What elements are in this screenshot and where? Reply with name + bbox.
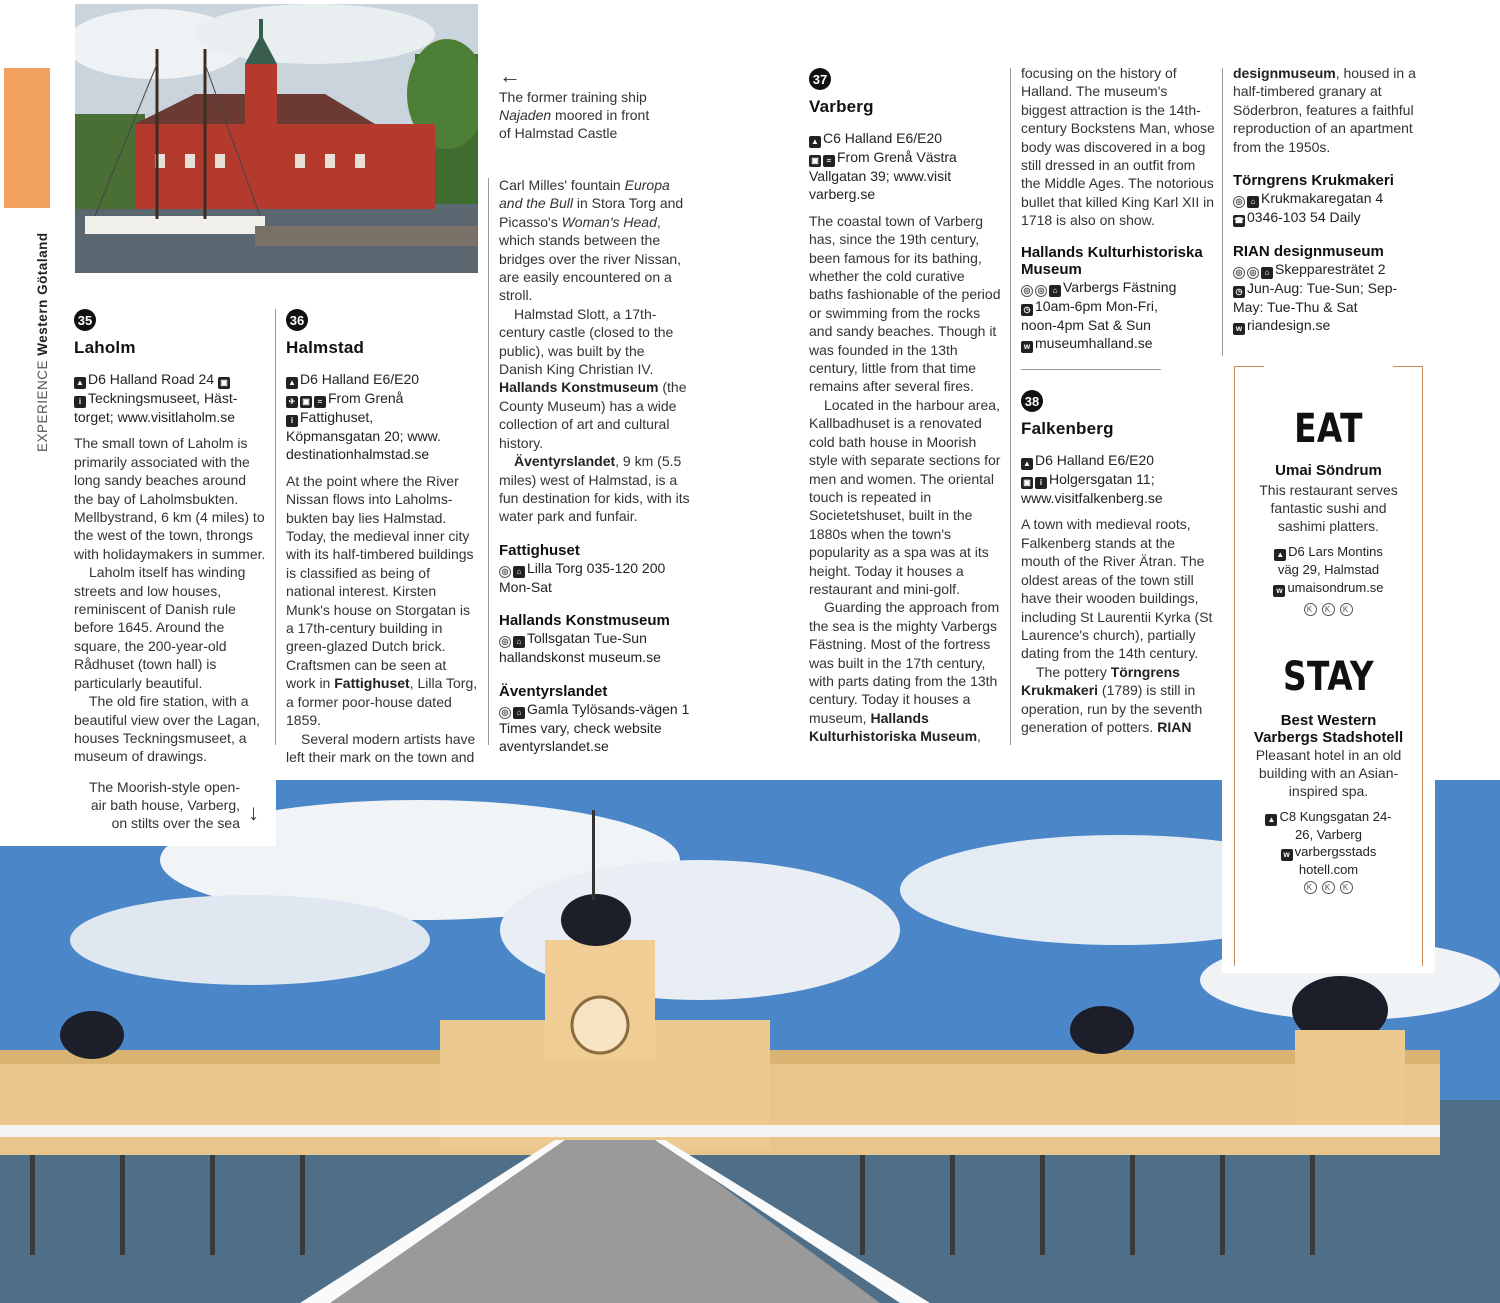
info-text: 10am-6pm Mon-Fri,	[1035, 297, 1158, 314]
entry-title: Falkenberg	[1021, 419, 1114, 439]
info-text: riandesign.se	[1247, 317, 1331, 334]
sub-listing	[499, 612, 691, 666]
clock-icon: ◷	[1021, 304, 1033, 316]
sub-listing-title: Fattighuset	[499, 541, 580, 559]
info-line	[1233, 189, 1433, 208]
top-photo-caption	[499, 64, 699, 142]
info-text: D6 Lars Montins	[1288, 544, 1383, 559]
address-icon: ⌂	[1261, 267, 1273, 279]
entry-number: 37	[809, 68, 831, 90]
text: (1789) is still in operation, run by the seventh generation of potters.	[1021, 682, 1203, 735]
entry-body	[499, 176, 691, 526]
address-icon: ⌂	[513, 566, 525, 578]
info-line: hotell.com	[1298, 862, 1359, 878]
paragraph	[809, 598, 1001, 745]
paragraph	[499, 452, 691, 526]
paragraph	[286, 472, 478, 730]
entry-info	[809, 129, 1001, 204]
eat-venue-desc: This restaurant serves fantastic sushi and sashimi platters.	[1259, 482, 1398, 534]
address-icon: ⌂	[513, 636, 525, 648]
train-icon: ▣	[218, 377, 230, 389]
info-text: Fattighuset,	[300, 409, 374, 425]
column-divider	[488, 178, 489, 745]
sub-listing-info	[1233, 260, 1433, 335]
price-coin-icon: K	[1322, 881, 1335, 894]
text: Guarding the approach from the sea is the mighty Varbergs Fästning. Most of the fortress was built in the 17th century, with parts dating from the 13th century. Today it houses a museum,	[809, 599, 1000, 726]
bold-text: RIAN	[1157, 718, 1192, 735]
stay-heading: STAY	[1282, 653, 1375, 700]
shop-icon: ◎	[1247, 267, 1259, 279]
entry-halmstad	[286, 309, 478, 766]
info-line: varberg.se	[809, 186, 876, 203]
sub-listing-title: Hallands Konstmuseum	[499, 612, 670, 630]
museum-icon: ◎	[1233, 267, 1245, 279]
bottom-photo-caption	[70, 778, 240, 832]
info-line	[74, 389, 269, 408]
sub-listing	[499, 542, 691, 596]
text: in Stora Torg and Picasso's	[499, 195, 684, 230]
entry-body	[1021, 515, 1215, 736]
info-text: museumhalland.se	[1035, 335, 1153, 352]
info-line	[286, 408, 478, 427]
chapter-color-tab	[4, 68, 50, 208]
down-arrow-icon: ↓	[248, 800, 259, 825]
entry-title: Halmstad	[286, 338, 365, 357]
info-line: torget; www.visitlaholm.se	[74, 409, 236, 425]
caption-line: on stilts over the sea	[111, 815, 240, 831]
info-text: 0346-103 54 Daily	[1247, 209, 1361, 226]
map-ref-icon: ▲	[286, 377, 298, 389]
info-line: May: Tue-Thu & Sat	[1233, 299, 1358, 316]
bold-text: Äventyrslandet	[514, 453, 616, 470]
info-text: umaisondrum.se	[1287, 579, 1384, 595]
venue-type-icon: ◎	[499, 707, 511, 719]
info-line: www.visitfalkenberg.se	[1021, 490, 1163, 507]
halmstad-castle-photo	[75, 4, 478, 273]
info-line	[1233, 316, 1433, 335]
info-line: destinationhalmstad.se	[286, 446, 430, 463]
entry-body	[74, 434, 269, 765]
italic-text: Woman's Head	[561, 213, 657, 230]
caption-text: moored in front	[551, 107, 650, 123]
info-text: D6 Halland E6/E20	[300, 371, 420, 387]
info-text: Jun-Aug: Tue-Sun; Sep-	[1247, 280, 1398, 297]
sub-listing-info	[1233, 189, 1433, 227]
price-coin-icon: K	[1340, 881, 1353, 894]
paragraph: Located in the harbour area, Kallbadhuset is a renovated cold bath house in Moorish style with separate sections for men and women. The oriental touch is repeated in Societetshuset, built in the 1880s when the town's popularity as a spa was at its height. Today it houses a restaurant and mini-golf.	[809, 396, 1001, 597]
info-line	[1233, 208, 1433, 227]
info-line	[1021, 334, 1215, 353]
bold-text: Hallands Konstmuseum	[499, 379, 659, 396]
info-text: Lilla Torg 035-120 200 Mon-Sat	[499, 559, 666, 595]
sub-listing	[499, 683, 691, 756]
eat-heading: EAT	[1294, 406, 1363, 452]
sub-listing-info	[1021, 278, 1215, 353]
info-line	[809, 129, 1001, 148]
plane-icon: ✈	[286, 396, 298, 408]
info-text: Gamla Tylösands-vägen 1 Times vary, check website aventyrslandet.se	[499, 700, 690, 754]
info-icon: i	[286, 415, 298, 427]
sub-listing-info	[499, 629, 691, 666]
text: Halmstad Slott, a 17th-century castle (closed to the public), was built by the Danish King Christian IV.	[499, 305, 674, 378]
info-text: Holgersgatan 11;	[1049, 471, 1155, 488]
entry-body	[286, 472, 478, 767]
sub-listing	[1021, 244, 1215, 353]
caption-line: The Moorish-style open-	[89, 779, 240, 795]
entry-falkenberg-continued	[1233, 64, 1433, 335]
entry-halmstad-continued	[499, 176, 691, 755]
column-divider	[275, 309, 276, 745]
text: , 9 km (5.5 miles) west of Halmstad, is a fun destination for kids, with its water park and funfair.	[499, 453, 690, 525]
sub-listing-title: Hallands Kulturhistoriska Museum	[1021, 243, 1203, 278]
text: The pottery	[1036, 663, 1111, 680]
entry-number: 38	[1021, 390, 1043, 412]
train-icon: ▣	[809, 155, 821, 167]
italic-text: Europa and the Bull	[499, 177, 670, 212]
map-ref-icon: ▲	[74, 377, 86, 389]
paragraph	[499, 176, 691, 305]
paragraph: focusing on the history of Halland. The museum's biggest attraction is the 14th-century Bockstens Man, whose body was discovered in a bog still dressed in an outfit from the Middle Ages. The notorious bullet that killed King Karl XII in 1718 is also on show.	[1021, 65, 1215, 229]
venue-name-line: Varbergs Stadshotell	[1253, 728, 1404, 746]
text: At the point where the River Nissan flows into Laholms-bukten bay lies Halmstad. Today, the medieval inner city with its half-timbered buildings is classified as being of national interest. Kirsten Munk's house on Storgatan is a 17th-century building in green-glazed Dutch brick. Craftsmen can be seen at work in	[286, 472, 474, 692]
clock-icon: ◷	[1233, 286, 1245, 298]
info-line	[809, 148, 1001, 167]
info-text: From Grenå Västra	[837, 149, 957, 165]
accessible-icon: ◎	[1035, 285, 1047, 297]
info-line: Vallgatan 39; www.visit	[809, 168, 952, 184]
info-text: Skepparesträtet 2	[1275, 261, 1386, 278]
bold-text: Fattighuset	[334, 675, 410, 692]
caption-line: The former training ship	[499, 89, 647, 105]
caption-line	[499, 106, 699, 124]
paragraph: Laholm itself has winding streets and low houses, reminiscent of Danish rule before 1645. Around the square, the 200-year-old Rådhuset (town hall) is particularly beautiful.	[74, 564, 246, 691]
info-line: väg 29, Halmstad	[1277, 562, 1380, 577]
web-icon: w	[1233, 323, 1245, 335]
text: (the County Museum) has a wide collection of art and cultural history.	[499, 379, 687, 451]
kids-icon: ◎	[1021, 285, 1033, 297]
web-icon: w	[1273, 585, 1285, 597]
bold-text: designmuseum	[1233, 65, 1336, 81]
entry-number: 35	[74, 309, 96, 331]
venue-type-icon: ◎	[499, 566, 511, 578]
price-coin-icon: K	[1304, 881, 1317, 894]
info-text: Varbergs Fästning	[1063, 278, 1177, 295]
info-line: noon-4pm Sat & Sun	[1021, 316, 1151, 333]
stay-venue-desc: Pleasant hotel in an old building with an Asian-inspired spa.	[1255, 746, 1402, 799]
info-text: Teckningsmuseet, Häst-	[88, 390, 238, 406]
info-text: D6 Halland E6/E20	[1035, 452, 1155, 469]
text: ,	[977, 728, 981, 745]
info-line	[1233, 279, 1433, 298]
sub-listing-info	[499, 700, 691, 756]
info-text: From Grenå	[328, 390, 404, 406]
info-icon: i	[1035, 477, 1047, 489]
entry-title: Varberg	[809, 97, 874, 116]
info-line: 26, Varberg	[1295, 826, 1362, 842]
text: , Lilla Torg, a former poor-house dated 1859.	[286, 675, 478, 729]
shop-icon: ◎	[1233, 196, 1245, 208]
text: Carl Milles' fountain	[499, 177, 625, 193]
train-icon: ▣	[300, 396, 312, 408]
text: , which stands between the bridges over the river Nissan, are easily encountered on a stroll.	[499, 213, 682, 304]
price-coin-icon: K	[1340, 603, 1353, 616]
column-divider	[1010, 68, 1011, 745]
info-line	[286, 370, 478, 389]
info-line	[1021, 297, 1215, 316]
address-icon: ⌂	[513, 707, 525, 719]
caption-line: air bath house, Varberg,	[90, 797, 240, 813]
paragraph	[1233, 64, 1433, 156]
map-ref-icon: ▲	[1274, 549, 1286, 561]
sub-listing-title: Äventyrslandet	[499, 682, 608, 700]
info-text: C8 Kungsgatan 24-	[1279, 808, 1392, 824]
info-line	[286, 389, 478, 408]
address-icon: ⌂	[1049, 285, 1061, 297]
eat-stay-box	[1222, 356, 1435, 973]
map-ref-icon: ▲	[1021, 458, 1033, 470]
price-coin-icon: K	[1322, 603, 1335, 616]
phone-icon: ☎	[1234, 216, 1244, 226]
sub-listing-title: Törngrens Krukmakeri	[1233, 172, 1394, 190]
info-text: Krukmakaregatan 4	[1261, 190, 1384, 207]
entry-body	[1021, 64, 1215, 230]
web-icon: w	[1281, 849, 1293, 861]
entry-falkenberg	[1021, 390, 1215, 736]
ferry-icon: ≈	[314, 396, 326, 408]
address-icon: ⌂	[1247, 196, 1259, 208]
bold-text: Hallands Kulturhistoriska Museum	[809, 709, 978, 745]
ferry-icon: ≈	[823, 155, 835, 167]
sub-listing	[1233, 243, 1433, 335]
venue-type-icon: ◎	[499, 636, 511, 648]
paragraph: The coastal town of Varberg has, since the 19th century, been famous for its bathing, whether the cold curative baths fashionable of the period or swimming from the rocks and sandy beaches. Though it was founded in the 13th century, little from that time remains after several fires.	[809, 212, 1001, 395]
info-line	[74, 370, 269, 389]
chapter-label	[35, 232, 50, 452]
entry-body	[1233, 64, 1433, 156]
region-label: Western Götaland	[35, 232, 50, 356]
paragraph: Several modern artists have left their mark on the town and	[286, 730, 476, 765]
info-text: Tollsgatan Tue-Sun hallandskonst museum.se	[499, 630, 661, 666]
price-coin-icon: K	[1304, 603, 1317, 616]
train-icon: ▣	[1021, 477, 1033, 489]
section-divider	[1021, 369, 1161, 370]
info-text: varbergsstads	[1294, 844, 1377, 860]
ship-name: Najaden	[499, 107, 552, 123]
info-line	[1021, 470, 1215, 489]
experience-label: EXPERIENCE	[35, 359, 50, 452]
paragraph: A town with medieval roots, Falkenberg stands at the mouth of the River Ätran. The oldest areas of the town still have their wooden buildings, including St Laurentii Kyrka (St Laurence's church), partially dating from the 14th century.	[1021, 516, 1213, 662]
paragraph: The old fire station, with a beautiful view over the Lagan, houses Teckningsmuseet, a museum of drawings.	[74, 693, 261, 765]
info-line	[1021, 278, 1215, 297]
text: , housed in a half-timbered granary at Söderbron, features a faithful reproduction of an apartment from the 1950s.	[1233, 65, 1416, 155]
eat-venue-name: Umai Söndrum	[1275, 462, 1382, 479]
entry-varberg	[809, 68, 1001, 746]
entry-number: 36	[286, 309, 308, 331]
map-ref-icon: ▲	[1265, 814, 1277, 826]
map-ref-icon: ▲	[809, 136, 821, 148]
entry-title: Laholm	[74, 338, 136, 357]
info-text: D6 Halland Road 24	[88, 371, 215, 387]
sub-listing-title: RIAN designmuseum	[1233, 243, 1384, 261]
sub-listing-info	[499, 559, 691, 596]
left-arrow-icon: ←	[499, 63, 521, 88]
entry-info	[286, 370, 478, 464]
entry-info	[74, 370, 269, 426]
info-line	[1021, 451, 1215, 470]
paragraph: The small town of Laholm is primarily associated with the long sandy beaches around the bay of Laholmsbukten. Mellbystrand, 6 km (4 miles) to the west of the town, throngs with holidaymakers in summer.	[74, 435, 266, 562]
sub-listing	[1233, 172, 1433, 227]
info-line	[1233, 260, 1433, 279]
caption-line: of Halmstad Castle	[499, 125, 618, 141]
entry-info	[1021, 451, 1215, 507]
column-divider	[1222, 68, 1223, 358]
info-icon: i	[74, 396, 86, 408]
entry-laholm	[74, 309, 269, 766]
venue-name-line: Best Western	[1280, 711, 1377, 729]
info-line: Köpmansgatan 20; www.	[286, 428, 441, 444]
paragraph	[499, 305, 691, 452]
info-text: C6 Halland E6/E20	[823, 130, 943, 146]
paragraph	[1021, 663, 1215, 737]
entry-body	[809, 212, 1001, 746]
entry-varberg-continued	[1021, 64, 1215, 736]
web-icon: w	[1021, 341, 1033, 353]
bold-text: Törngrens Krukmakeri	[1021, 663, 1180, 699]
